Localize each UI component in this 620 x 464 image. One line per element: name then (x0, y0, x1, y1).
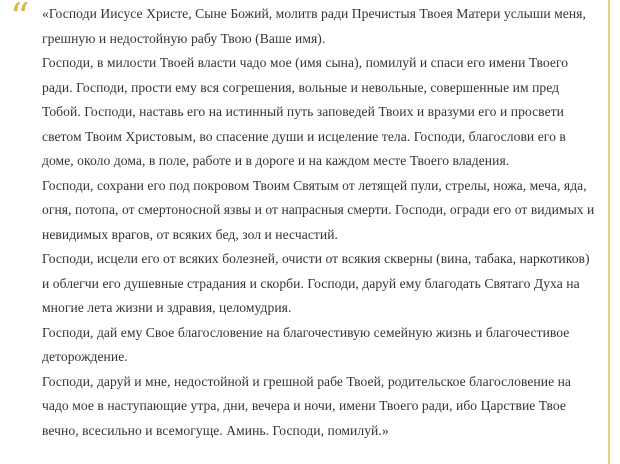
prayer-paragraph-6: Господи, даруй и мне, недостойной и грешной рабе Твоей, родительское благословение на чадо мое в наступающие утра, дни, вечера и ночи, имени Твоего ради, ибо Царствие Твое вечно, всесильно и всемогуще. Аминь. Господи, помилуй.» (42, 373, 572, 438)
prayer-text (42, 2, 598, 443)
quote-mark-icon: “ (10, 0, 30, 39)
prayer-paragraph-5: Господи, дай ему Свое благословение на благочестивую семейную жизнь и благочестивое деторождение. (42, 324, 570, 364)
prayer-paragraph-4: Господи, исцели его от всяких болезней, очисти от всякия скверны (вина, табака, наркотиков) и облегчи его душевные страдания и скорби. Господи, даруй ему благодать Святаго Духа на многие лета жизни и здравия, целомудрия. (42, 251, 590, 315)
side-border-divider (608, 0, 610, 464)
prayer-paragraph-2: Господи, в милости Твоей власти чадо мое (имя сына), помилуй и спаси его имени Твоего ради. Господи, прости ему вся согрешения, вольные и невольные, совершенные им пред Тобой. Господи, наставь его на истинный путь заповедей Твоих и вразуми его и просвети светом Твоим Христовым, во спасение души и исцеление тела. Господи, благослови его в доме, около дома, в поле, работе и в дороге и на каждом месте Твоего владения. (42, 55, 569, 168)
prayer-paragraph-3: Господи, сохрани его под покровом Твоим Святым от летящей пули, стрелы, ножа, меча, яда, огня, потопа, от смертоносной язвы и от напрасныя смерти. Господи, огради его от видимых и невидимых врагов, от всяких бед, зол и несчастий. (42, 177, 595, 242)
prayer-paragraph-1: «Господи Иисусе Христе, Сыне Божий, молитв ради Пречистыя Твоея Матери услыши меня, грешную и недостойную рабу Твою (Ваше имя). (42, 6, 586, 46)
